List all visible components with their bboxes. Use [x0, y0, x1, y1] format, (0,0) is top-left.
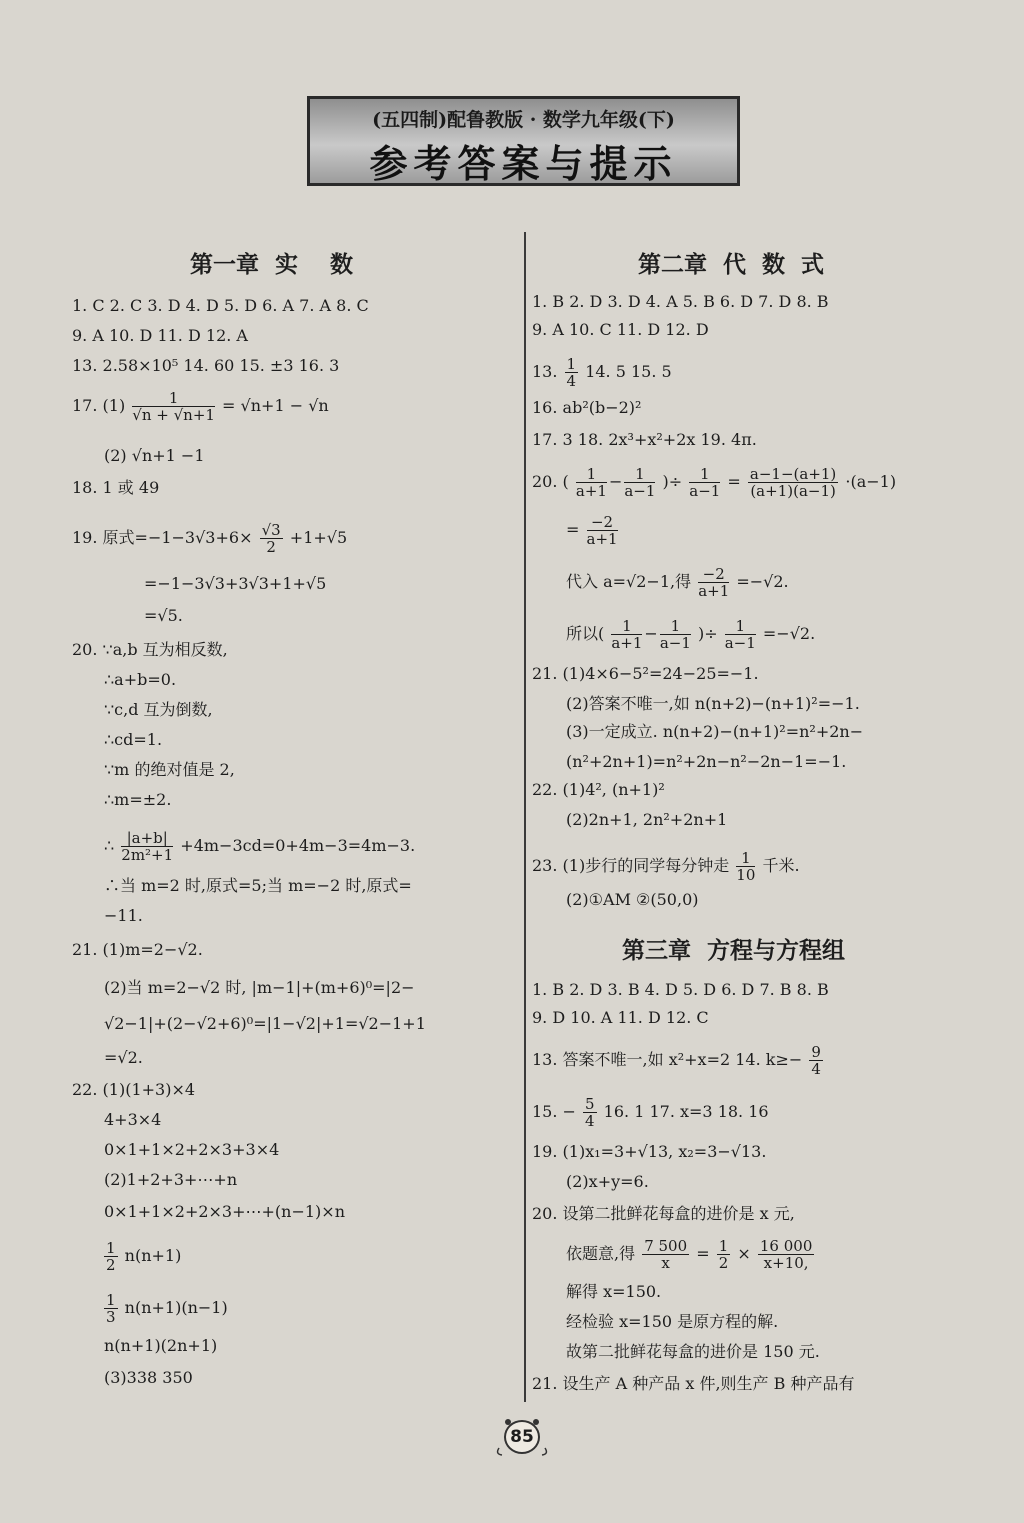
fraction-denominator: a−1 — [624, 482, 656, 500]
divide-sign: )÷ — [662, 472, 683, 491]
right-line: 1. B 2. D 3. D 4. A 5. B 6. D 7. D 8. B — [532, 292, 829, 311]
q14-15: 14. 5 15. 5 — [585, 362, 672, 381]
fraction-numerator: 1 — [132, 390, 215, 407]
fraction — [809, 1044, 823, 1077]
left-line: (2) √n+1 −1 — [104, 446, 205, 465]
left-line: ∴a+b=0. — [104, 670, 177, 689]
fraction-denominator: 2 — [106, 1256, 116, 1274]
fraction — [698, 566, 729, 599]
right-line: (2)x+y=6. — [566, 1172, 649, 1191]
left-line: 9. A 10. D 11. D 12. A — [72, 326, 248, 345]
fraction-denominator: x+10, — [763, 1254, 809, 1272]
page-number-badge — [493, 1418, 551, 1458]
fraction — [758, 1238, 815, 1271]
fraction-denominator: 2 — [266, 538, 276, 556]
left-line: =−1−3√3+3√3+1+√5 — [144, 574, 327, 593]
header-banner — [307, 96, 740, 186]
fraction — [736, 850, 755, 883]
left-line — [104, 830, 415, 863]
column-divider — [524, 232, 526, 1402]
fraction-denominator: 4 — [566, 372, 577, 390]
fraction-denominator: x — [661, 1254, 670, 1272]
fraction-denominator: 2 — [718, 1254, 729, 1272]
right-line — [566, 566, 789, 599]
fraction — [689, 466, 720, 499]
q20-expression: +4m−3cd=0+4m−3=4m−3. — [180, 836, 416, 855]
fraction-numerator: 1 — [718, 1237, 729, 1255]
fraction-numerator: |a+b| — [121, 830, 173, 847]
right-line: (n²+2n+1)=n²+2n−n²−2n−1=−1. — [566, 752, 847, 771]
fraction-denominator: 4 — [811, 1060, 821, 1078]
left-line: 1. C 2. C 3. D 4. D 5. D 6. A 7. A 8. C — [72, 296, 369, 315]
fraction-denominator: a−1 — [659, 634, 691, 652]
equals-sign: = — [727, 472, 741, 491]
equals-sign: = — [566, 520, 580, 539]
right-line: 19. (1)x₁=3+√13, x₂=3−√13. — [532, 1142, 767, 1161]
substitute-result: =−√2. — [736, 572, 789, 591]
left-line: 0×1+1×2+2×3+3×4 — [104, 1140, 280, 1159]
left-line — [72, 522, 347, 555]
fraction — [104, 1240, 118, 1273]
fraction — [121, 830, 173, 863]
fraction-numerator: 1 — [624, 466, 655, 483]
q22-expression: n(n+1)(n−1) — [124, 1298, 228, 1317]
right-line: (2)2n+1, 2n²+2n+1 — [566, 810, 728, 829]
fraction — [587, 514, 618, 547]
left-line: n(n+1)(2n+1) — [104, 1336, 218, 1355]
q23-unit: 千米. — [762, 856, 800, 875]
right-line — [532, 356, 672, 389]
fraction-denominator: a−1 — [724, 634, 756, 652]
right-line: 20. 设第二批鲜花每盒的进价是 x 元, — [532, 1204, 795, 1223]
fraction — [624, 466, 655, 499]
fraction-numerator: −2 — [698, 566, 729, 583]
fraction-denominator: 2m²+1 — [121, 846, 174, 864]
q13-label: 13. — [532, 362, 558, 381]
banner-title: 参考答案与提示 — [369, 142, 678, 186]
right-line: 9. A 10. C 11. D 12. D — [532, 320, 709, 339]
left-line: −11. — [104, 906, 143, 925]
right-line: 解得 x=150. — [566, 1282, 662, 1301]
fraction-denominator: 10 — [736, 866, 756, 884]
conclusion-text: 所以( — [566, 624, 605, 643]
right-line — [532, 850, 800, 883]
fraction-numerator: 1 — [660, 618, 691, 635]
fraction — [565, 356, 579, 389]
right-line: 故第二批鲜花每盒的进价是 150 元. — [566, 1342, 820, 1361]
q17-label: 17. (1) — [72, 396, 126, 415]
right-line — [566, 1238, 816, 1271]
q20-therefore: ∴ — [104, 836, 115, 855]
q23-text: 23. (1)步行的同学每分钟走 — [532, 856, 730, 875]
fraction — [104, 1292, 118, 1325]
left-line: √2−1|+(2−√2+6)⁰=|1−√2|+1=√2−1+1 — [104, 1014, 426, 1033]
left-line: (2)当 m=2−√2 时, |m−1|+(m+6)⁰=|2− — [104, 978, 415, 997]
fraction-numerator: 1 — [725, 618, 756, 635]
fraction-denominator: 4 — [585, 1112, 595, 1130]
equation-intro: 依题意,得 — [566, 1244, 636, 1263]
fraction-numerator: 9 — [811, 1043, 821, 1061]
fraction-denominator: a+1 — [611, 634, 643, 652]
q20-label: 20. ( — [532, 472, 569, 491]
fraction-numerator: 1 — [689, 466, 720, 483]
fraction-denominator: 3 — [106, 1308, 116, 1326]
left-line: 4+3×4 — [104, 1110, 162, 1129]
q22-expression: n(n+1) — [124, 1246, 182, 1265]
fraction-numerator: 1 — [611, 618, 642, 635]
chapter3-heading: 第三章 方程与方程组 — [622, 938, 846, 964]
right-line: 21. 设生产 A 种产品 x 件,则生产 B 种产品有 — [532, 1374, 855, 1393]
chapter1-heading: 第一章 实 数 — [190, 252, 354, 278]
conclusion-result: =−√2. — [762, 624, 816, 643]
q17-expression: = √n+1 − √n — [222, 396, 329, 415]
right-line: 所以( $\frac{1}{a+1}$ − $\frac{1}{a-1}$ )÷ $\frac{1}{a-1}$ =−√2. — [566, 617, 816, 652]
fraction-numerator: √3 — [261, 521, 281, 539]
fraction-denominator: √n + √n+1 — [132, 406, 215, 424]
fraction — [642, 1238, 689, 1271]
left-line: ∴m=±2. — [104, 790, 172, 809]
fraction-denominator: a+1 — [586, 530, 618, 548]
fraction — [583, 1096, 597, 1129]
left-line: 13. 2.58×10⁵ 14. 60 15. ±3 16. 3 — [72, 356, 340, 375]
banner-subtitle: (五四制)配鲁教版 · 数学九年级(下) — [372, 109, 675, 131]
left-line: =√5. — [144, 606, 183, 625]
right-line — [532, 1096, 769, 1129]
fraction-numerator: 5 — [585, 1095, 595, 1113]
chapter2-heading: 第二章 代 数 式 — [638, 252, 825, 278]
q15-label: 15. − — [532, 1102, 576, 1121]
left-line: (3)338 350 — [104, 1368, 193, 1387]
fraction-numerator: 7 500 — [644, 1237, 688, 1255]
q19-expression: +1+√5 — [289, 528, 348, 547]
fraction-numerator: 1 — [106, 1291, 116, 1309]
q13-14: 13. 答案不唯一,如 x²+x=2 14. k≥− — [532, 1050, 803, 1069]
right-line: 经检验 x=150 是原方程的解. — [566, 1312, 779, 1331]
left-line: 18. 1 或 49 — [72, 478, 160, 497]
right-line — [566, 514, 620, 547]
q16-18: 16. 1 17. x=3 18. 16 — [603, 1102, 769, 1121]
q19-label: 19. 原式=−1−3√3+6× — [72, 528, 253, 547]
right-line: 21. (1)4×6−5²=24−25=−1. — [532, 664, 759, 683]
right-line: 9. D 10. A 11. D 12. C — [532, 1008, 709, 1027]
right-line: 1. B 2. D 3. B 4. D 5. D 6. D 7. B 8. B — [532, 980, 829, 999]
fraction — [132, 390, 215, 423]
right-line: 20. ( $\frac{1}{a+1}$ − $\frac{1}{a-1}$ )÷ $\frac{1}{a-1}$ = $\frac{a-1-(a+1)}{(a+1)(a-1)}$ ·(a−1) — [532, 465, 897, 500]
fraction-numerator: 1 — [106, 1239, 116, 1257]
fraction-numerator: a−1−(a+1) — [749, 465, 837, 483]
left-line: ∵c,d 互为倒数, — [104, 700, 213, 719]
left-line: (2)1+2+3+⋯+n — [104, 1170, 238, 1189]
fraction-denominator: a+1 — [698, 582, 730, 600]
right-line — [532, 1044, 825, 1077]
right-line: (2)答案不唯一,如 n(n+2)−(n+1)²=−1. — [566, 694, 860, 713]
right-line: 16. ab²(b−2)² — [532, 398, 642, 417]
fraction — [725, 618, 756, 651]
fraction-numerator: 16 000 — [759, 1237, 813, 1255]
fraction-numerator: 1 — [736, 850, 755, 867]
fraction-numerator: 1 — [566, 355, 577, 373]
left-line — [102, 1240, 181, 1273]
left-line: ∵m 的绝对值是 2, — [104, 760, 235, 779]
fraction — [717, 1238, 731, 1271]
fraction — [748, 466, 838, 499]
left-line: ∴cd=1. — [104, 730, 163, 749]
left-line — [72, 390, 329, 423]
times-term: ·(a−1) — [845, 472, 897, 491]
fraction-denominator: a+1 — [575, 482, 607, 500]
right-line: 17. 3 18. 2x³+x²+2x 19. 4π. — [532, 430, 757, 449]
substitute-text: 代入 a=√2−1,得 — [566, 572, 692, 591]
left-line: ∴当 m=2 时,原式=5;当 m=−2 时,原式= — [104, 876, 412, 895]
left-line: 22. (1)(1+3)×4 — [72, 1080, 196, 1099]
right-line: (2)①AM ②(50,0) — [566, 890, 699, 909]
right-line: 22. (1)4², (n+1)² — [532, 780, 665, 799]
fraction-denominator: a−1 — [689, 482, 721, 500]
fraction-denominator: (a+1)(a−1) — [750, 482, 836, 500]
right-line: (3)一定成立. n(n+2)−(n+1)²=n²+2n− — [566, 722, 864, 741]
fraction — [576, 466, 607, 499]
left-line: 20. ∵a,b 互为相反数, — [72, 640, 228, 659]
left-line: =√2. — [104, 1048, 143, 1067]
fraction — [260, 522, 283, 555]
left-line — [102, 1292, 228, 1325]
left-line: 0×1+1×2+2×3+⋯+(n−1)×n — [104, 1202, 346, 1221]
page-number: 85 — [504, 1420, 540, 1454]
divide-sign: )÷ — [697, 624, 718, 643]
fraction — [611, 618, 642, 651]
fraction — [660, 618, 691, 651]
equals-sign: = — [696, 1244, 710, 1263]
fraction-numerator: 1 — [576, 466, 607, 483]
left-line: 21. (1)m=2−√2. — [72, 940, 203, 959]
fraction-numerator: −2 — [587, 514, 618, 531]
times-sign: × — [737, 1244, 751, 1263]
